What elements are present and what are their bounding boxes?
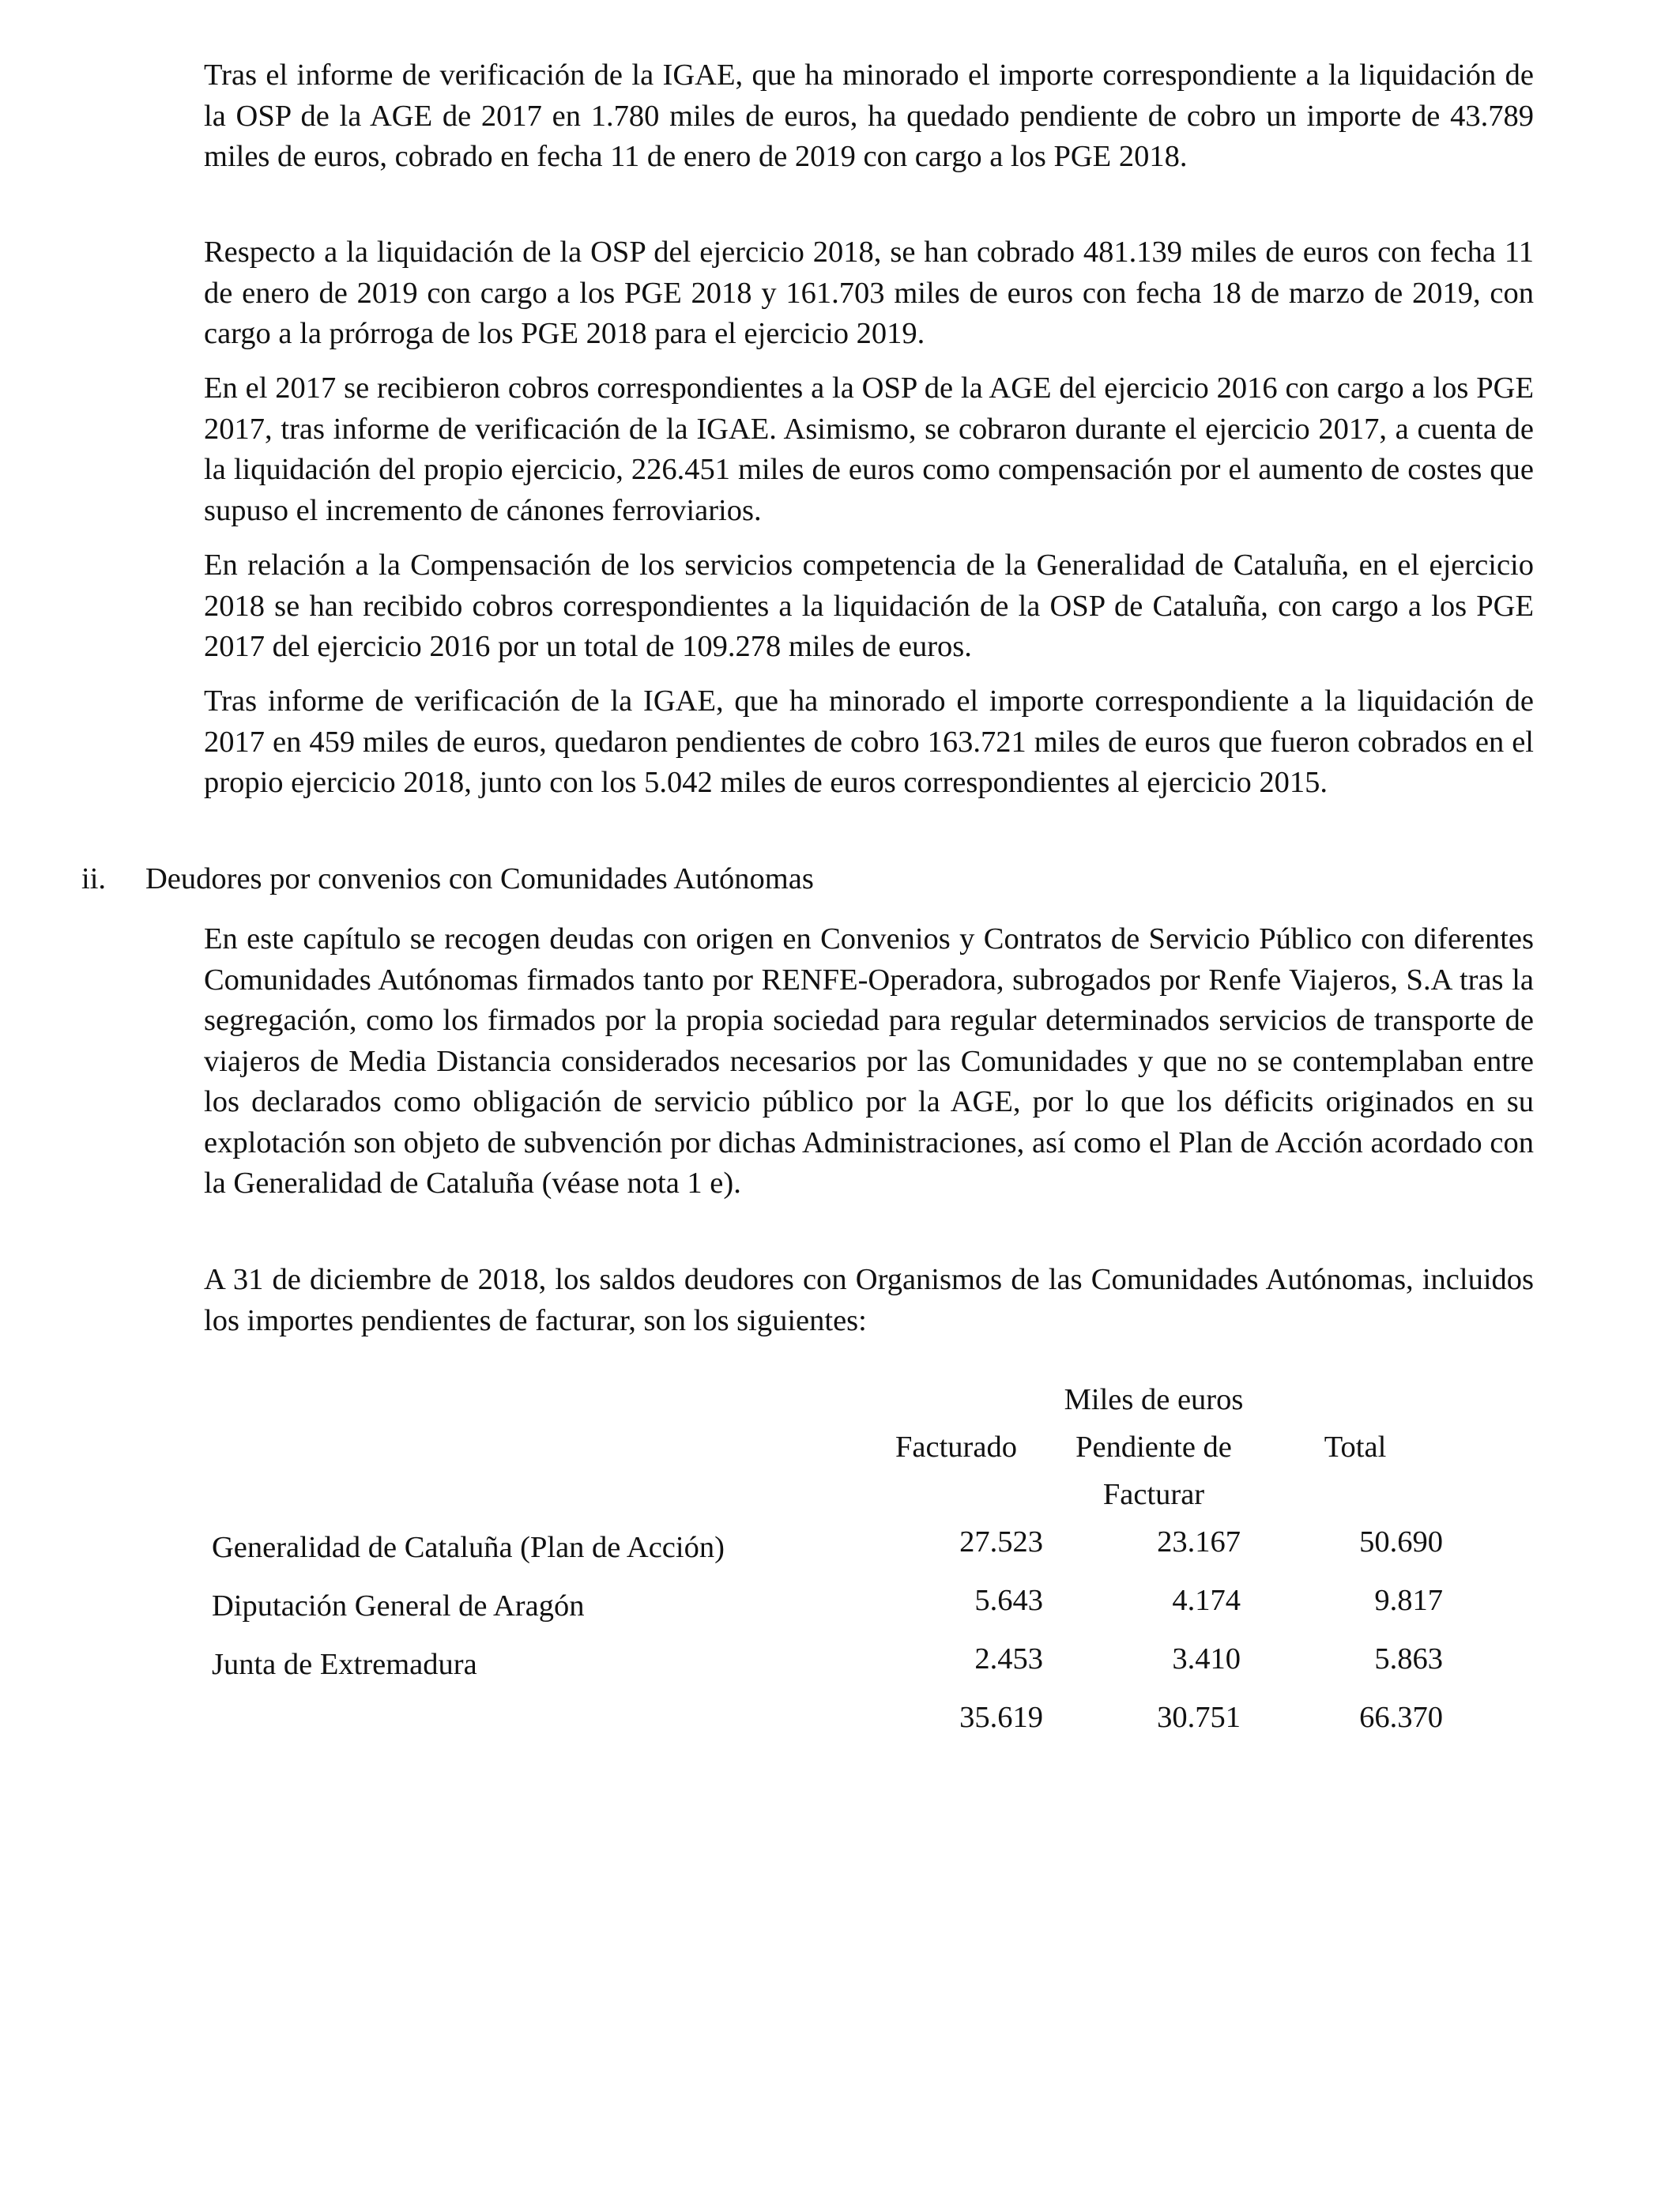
- section-title: Deudores por convenios con Comunidades Autónomas: [145, 862, 814, 895]
- total-facturado: 35.619: [959, 1701, 1043, 1734]
- column-header-total: Total: [1324, 1431, 1387, 1464]
- column-header-facturado: Facturado: [895, 1431, 1017, 1464]
- total-total: 66.370: [1359, 1701, 1443, 1734]
- column-header-pendiente: Pendiente de: [1075, 1431, 1232, 1464]
- paragraph: Respecto a la liquidación de la OSP del ejercicio 2018, se han cobrado 481.139 miles de euros con fecha 11 de enero de 2019 con cargo a los PGE 2018 y 161.703 miles de euros con fecha 18 de marzo de 2019, con cargo a la prórroga de los PGE 2018 para el ejercicio 2019.: [204, 236, 1534, 350]
- row-label: Junta de Extremadura: [212, 1648, 477, 1681]
- column-header-pendiente-line2: Facturar: [1102, 1478, 1205, 1511]
- section-heading: [81, 859, 814, 900]
- paragraph: Tras el informe de verificación de la IGAE, que ha minorado el importe correspondiente a la liquidación de la OSP de la AGE de 2017 en 1.780 miles de euros, ha quedado pendiente de cobro un importe de 43.789 miles de euros, cobrado en fecha 11 de enero de 2019 con cargo a los PGE 2018.: [204, 58, 1534, 173]
- paragraph: En relación a la Compensación de los servicios competencia de la Generalidad de Cataluña, en el ejercicio 2018 se han recibido cobros correspondientes a la liquidación de la OSP de Cataluña, con cargo a los PGE 2017 del ejercicio 2016 por un total de 109.278 miles de euros.: [204, 548, 1534, 663]
- paragraph: En el 2017 se recibieron cobros correspondientes a la OSP de la AGE del ejercicio 2016 con cargo a los PGE 2017, tras informe de verificación de la IGAE. Asimismo, se cobraron durante el ejercicio 2017, a cuenta de la liquidación del propio ejercicio, 226.451 miles de euros como compensación por el aumento de costes que supuso el incremento de cánones ferroviarios.: [204, 371, 1534, 527]
- unit-header: Miles de euros: [1064, 1383, 1244, 1416]
- cell-total: 50.690: [1359, 1525, 1443, 1559]
- cell-total: 9.817: [1374, 1584, 1443, 1617]
- paragraph: Tras informe de verificación de la IGAE, que ha minorado el importe correspondiente a la liquidación de 2017 en 459 miles de euros, quedaron pendientes de cobro 163.721 miles de euros que fueron cobrados en el propio ejercicio 2018, junto con los 5.042 miles de euros correspondientes al ejercicio 2015.: [204, 684, 1534, 799]
- section-marker: ii.: [81, 862, 107, 895]
- cell-total: 5.863: [1374, 1642, 1443, 1676]
- row-label: Generalidad de Cataluña (Plan de Acción): [212, 1531, 725, 1564]
- cell-pendiente: 3.410: [1172, 1642, 1241, 1676]
- paragraph: A 31 de diciembre de 2018, los saldos deudores con Organismos de las Comunidades Autónomas, incluidos los importes pendientes de facturar, son los siguientes:: [204, 1263, 1534, 1337]
- cell-facturado: 27.523: [959, 1525, 1043, 1559]
- row-label: Diputación General de Aragón: [212, 1589, 585, 1623]
- paragraph: En este capítulo se recogen deudas con origen en Convenios y Contratos de Servicio Público con diferentes Comunidades Autónomas firmados tanto por RENFE-Operadora, subrogados por Renfe Viajeros, S.A tras la segregación, como los firmados por la propia sociedad para regular determinados servicios de transporte de viajeros de Media Distancia considerados necesarios por las Comunidades y que no se contemplaban entre los declarados como obligación de servicio público por la AGE, por lo que los déficits originados en su explotación son objeto de subvención por dichas Administraciones, así como el Plan de Acción acordado con la Generalidad de Cataluña (véase nota 1 e).: [204, 922, 1534, 1200]
- cell-facturado: 5.643: [974, 1584, 1043, 1617]
- cell-pendiente: 23.167: [1157, 1525, 1241, 1559]
- total-pendiente: 30.751: [1157, 1701, 1241, 1734]
- cell-facturado: 2.453: [974, 1642, 1043, 1676]
- cell-pendiente: 4.174: [1172, 1584, 1241, 1617]
